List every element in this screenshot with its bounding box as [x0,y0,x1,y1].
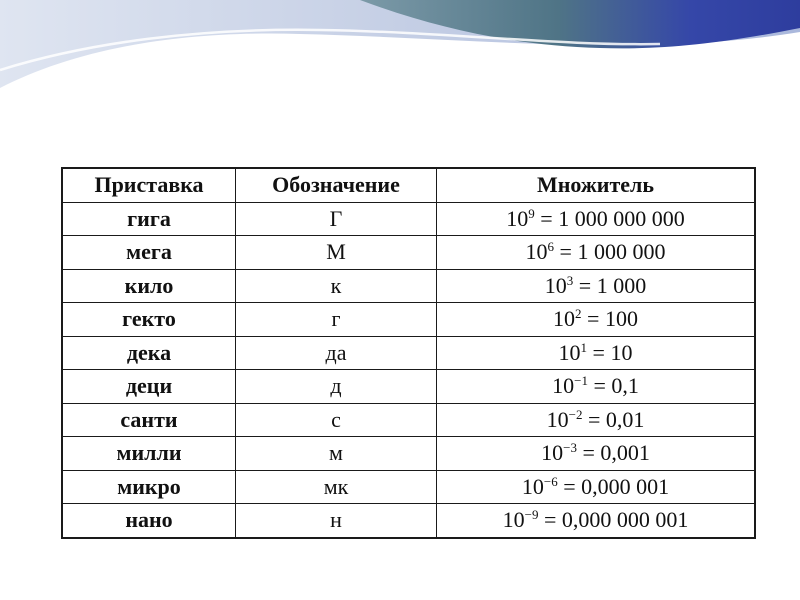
multiplier-base: 10 [552,373,575,399]
multiplier-exponent: 6 [547,239,555,255]
prefix-name: гига [62,202,236,236]
prefix-symbol: М [236,236,437,270]
prefix-multiplier [437,470,756,504]
multiplier-exponent: 2 [575,306,582,322]
multiplier-exponent: 3 [566,272,574,288]
multiplier-value: = 1 000 000 000 [534,205,685,231]
table-row [62,437,755,471]
header-prefix: Приставка [62,168,236,202]
multiplier-base: 10 [544,272,567,298]
prefix-symbol: да [236,336,437,370]
prefix-symbol: Г [236,202,437,236]
prefix-multiplier [437,202,756,236]
prefix-name: микро [62,470,236,504]
multiplier-exponent: 1 [580,339,588,355]
multiplier-base: 10 [502,507,525,533]
prefix-multiplier [437,437,756,471]
table-row [62,470,755,504]
multiplier-base: 10 [525,239,548,265]
multiplier-value: = 10 [587,339,633,365]
multiplier-exponent: −6 [543,473,558,489]
prefix-multiplier [437,504,756,538]
si-prefix-table [61,167,756,539]
multiplier-exponent: −3 [563,440,577,456]
prefix-name: дека [62,336,236,370]
prefix-name: деци [62,370,236,404]
multiplier-base: 10 [521,473,544,499]
multiplier-exponent: −9 [524,507,539,523]
multiplier-value: = 0,001 [576,440,650,466]
table-row [62,202,755,236]
multiplier-value: = 0,1 [587,373,639,399]
prefix-symbol: мк [236,470,437,504]
prefix-name: санти [62,403,236,437]
table-header-row [62,168,755,202]
header-symbol: Обозначение [236,168,437,202]
prefix-symbol: м [236,437,437,471]
table-row [62,504,755,538]
multiplier-base: 10 [541,440,564,466]
prefix-name: кило [62,269,236,303]
prefix-multiplier [437,303,756,337]
multiplier-value: = 0,01 [582,406,645,432]
multiplier-base: 10 [506,205,529,231]
multiplier-exponent: 9 [528,205,535,221]
multiplier-exponent: −1 [574,373,588,389]
prefix-symbol: к [236,269,437,303]
prefix-name: гекто [62,303,236,337]
prefix-multiplier [437,403,756,437]
prefix-name: нано [62,504,236,538]
prefix-multiplier [437,370,756,404]
multiplier-base: 10 [558,339,581,365]
prefix-name: милли [62,437,236,471]
multiplier-value: = 1 000 [573,272,647,298]
multiplier-value: = 100 [581,306,638,332]
multiplier-value: = 0,000 000 001 [538,507,689,533]
prefix-symbol: н [236,504,437,538]
table-row [62,269,755,303]
prefix-symbol: г [236,303,437,337]
table-row [62,403,755,437]
table-row [62,303,755,337]
prefix-multiplier [437,336,756,370]
multiplier-value: = 1 000 000 [554,239,666,265]
multiplier-value: = 0,000 001 [557,473,670,499]
prefix-symbol: с [236,403,437,437]
header-wave-decoration [0,0,800,100]
multiplier-base: 10 [546,406,569,432]
multiplier-exponent: −2 [568,406,583,422]
table-row [62,236,755,270]
prefix-multiplier [437,269,756,303]
table-row [62,336,755,370]
header-multiplier: Множитель [437,168,756,202]
prefix-multiplier [437,236,756,270]
multiplier-base: 10 [553,306,576,332]
prefix-symbol: д [236,370,437,404]
prefix-name: мега [62,236,236,270]
table-row [62,370,755,404]
